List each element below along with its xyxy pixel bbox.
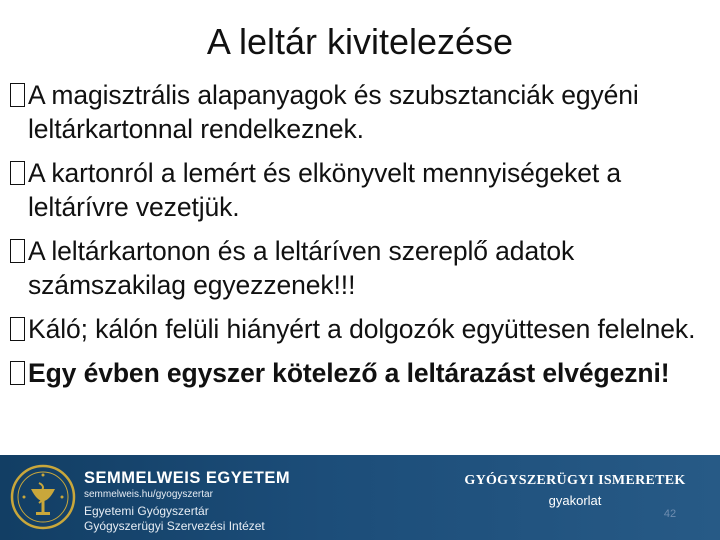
slide-title: A leltár kivitelezése [206,21,514,62]
university-url: semmelweis.hu/gyogyszertar [84,489,213,500]
department-line-2: Gyógyszerügyi Szervezési Intézet [84,519,265,533]
page-number: 42 [663,508,677,520]
bullet-marker-icon [10,83,25,107]
bullet-item [14,234,714,302]
bullet-text: A leltárkartonon és a leltáríven szereplő adatok számszakilag egyezzenek!!! [28,236,575,300]
bullet-list [14,78,714,400]
bullet-marker-icon [10,239,25,263]
bullet-text: A kartonról a lemért és elkönyvelt mennyiségeket a leltárívre vezetjük. [28,158,622,222]
university-name: SEMMELWEIS EGYETEM [84,469,291,487]
course-type: gyakorlat [548,493,602,508]
bullet-item [14,312,714,346]
bullet-marker-icon [10,161,25,185]
bullet-marker-icon [10,317,25,341]
bullet-item [14,156,714,224]
bullet-item-emphasis [14,356,714,390]
bullet-text: A magisztrális alapanyagok és szubsztanciák egyéni leltárkartonnal rendelkeznek. [28,80,639,144]
bullet-text: Egy évben egyszer kötelező a leltárazást elvégezni! [28,358,670,388]
bullet-text: Káló; kálón felüli hiányért a dolgozók együttesen felelnek. [28,314,696,344]
university-seal-icon [10,463,76,531]
department-line-1: Egyetemi Gyógyszertár [84,504,209,518]
course-title: GYÓGYSZERÜGYI ISMERETEK [464,473,686,488]
bullet-item [14,78,714,146]
bullet-marker-icon [10,361,25,385]
footer-bar [0,455,720,540]
